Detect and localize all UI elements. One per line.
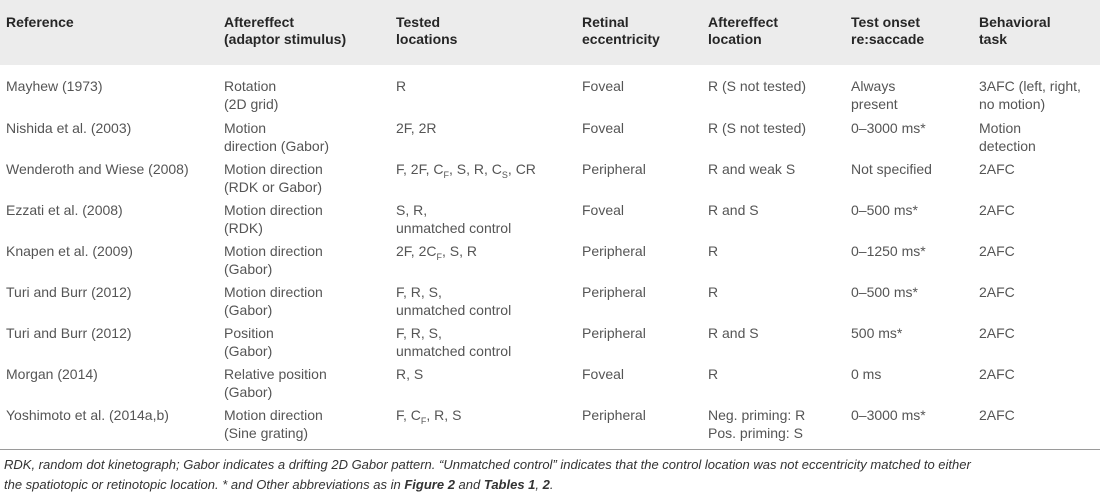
cell-line: unmatched control: [396, 220, 512, 236]
tables-link[interactable]: Tables 1: [483, 477, 536, 492]
footnote-end: .: [549, 477, 554, 492]
column-header-line: Reference: [6, 14, 74, 30]
cell-onset: [845, 65, 973, 117]
cell-line: R (S not tested): [708, 120, 807, 136]
column-header-line: task: [979, 31, 1008, 47]
cell-line: present: [851, 96, 898, 112]
cell-eccentricity: [576, 65, 702, 117]
cell-line: Motion direction: [224, 284, 323, 300]
cell-tested: [390, 404, 576, 449]
cell-aftereffect: [218, 322, 390, 363]
cell-task: [973, 158, 1100, 199]
table-row: [0, 117, 1100, 158]
cell-aftereffect: [218, 65, 390, 117]
cell-line: 0–3000 ms*: [851, 120, 926, 136]
column-header-line: Aftereffect: [708, 14, 779, 30]
column-header: [702, 0, 845, 65]
cell-eccentricity: [576, 158, 702, 199]
cell-location: [702, 404, 845, 449]
column-header-line: re:saccade: [851, 31, 925, 47]
cell-onset: [845, 158, 973, 199]
footnote-line-1: RDK, random dot kinetograph; Gabor indicates a drifting 2D Gabor pattern. “Unmatched control” indicates that the control location was not eccentricity matched to either: [4, 457, 971, 472]
cell-line: (Gabor): [224, 384, 273, 400]
column-header: [973, 0, 1100, 65]
cell-onset: [845, 240, 973, 281]
column-header-line: Aftereffect: [224, 14, 295, 30]
cell-line: Foveal: [582, 78, 625, 94]
cell-line: F, 2F, $C_F$, S, R, $C_S$, CR: [396, 161, 536, 180]
cell-line: Foveal: [582, 120, 625, 136]
cell-line: S, R,: [396, 202, 428, 218]
column-header-line: Test onset: [851, 14, 920, 30]
cell-line: Peripheral: [582, 407, 646, 423]
column-header-line: Tested: [396, 14, 441, 30]
table-row: [0, 199, 1100, 240]
cell-line: F, $C_F$, R, S: [396, 407, 462, 426]
cell-line: Nishida et al. (2003): [6, 120, 132, 136]
column-header-line: eccentricity: [582, 31, 660, 47]
column-header-line: Retinal: [582, 14, 629, 30]
cell-line: Wenderoth and Wiese (2008): [6, 161, 189, 177]
table-row: [0, 322, 1100, 363]
column-header: [0, 0, 218, 65]
cell-onset: [845, 199, 973, 240]
cell-line: 2AFC: [979, 202, 1015, 218]
cell-line: R: [396, 78, 407, 94]
cell-eccentricity: [576, 322, 702, 363]
cell-line: 2AFC: [979, 284, 1015, 300]
cell-line: Mayhew (1973): [6, 78, 103, 94]
cell-line: direction (Gabor): [224, 138, 330, 154]
cell-location: [702, 199, 845, 240]
cell-line: 2AFC: [979, 161, 1015, 177]
footnote-and: and: [454, 477, 484, 492]
cell-line: Motion direction: [224, 407, 323, 423]
cell-line: Position: [224, 325, 274, 341]
cell-line: 0–3000 ms*: [851, 407, 926, 423]
header-row: [0, 0, 1100, 65]
cell-aftereffect: [218, 199, 390, 240]
cell-line: R: [708, 366, 719, 382]
cell-line: Knapen et al. (2009): [6, 243, 133, 259]
cell-location: [702, 322, 845, 363]
column-header: [576, 0, 702, 65]
cell-tested: [390, 65, 576, 117]
cell-task: [973, 117, 1100, 158]
cell-task: [973, 199, 1100, 240]
cell-onset: [845, 404, 973, 449]
cell-reference: [0, 240, 218, 281]
cell-line: 0 ms: [851, 366, 882, 382]
cell-line: Turi and Burr (2012): [6, 284, 132, 300]
column-header: [218, 0, 390, 65]
cell-line: (Gabor): [224, 343, 273, 359]
cell-aftereffect: [218, 281, 390, 322]
cell-eccentricity: [576, 240, 702, 281]
cell-line: Peripheral: [582, 325, 646, 341]
table-row: [0, 281, 1100, 322]
cell-line: Rotation: [224, 78, 277, 94]
cell-eccentricity: [576, 404, 702, 449]
cell-task: [973, 322, 1100, 363]
cell-aftereffect: [218, 240, 390, 281]
cell-line: 500 ms*: [851, 325, 903, 341]
cell-task: [973, 65, 1100, 117]
cell-onset: [845, 281, 973, 322]
table-body: [0, 65, 1100, 449]
cell-line: Foveal: [582, 202, 625, 218]
cell-line: (Sine grating): [224, 425, 309, 441]
cell-reference: [0, 322, 218, 363]
cell-line: Peripheral: [582, 243, 646, 259]
cell-line: R: [708, 243, 719, 259]
cell-line: Pos. priming: S: [708, 425, 803, 441]
column-header-line: locations: [396, 31, 458, 47]
table-footnote: [4, 455, 1094, 495]
cell-line: no motion): [979, 96, 1046, 112]
cell-line: 2F, 2R: [396, 120, 437, 136]
cell-line: Motion direction: [224, 243, 323, 259]
column-header: [845, 0, 973, 65]
column-header-line: (adaptor stimulus): [224, 31, 347, 47]
cell-tested: [390, 322, 576, 363]
cell-line: 0–500 ms*: [851, 202, 918, 218]
cell-line: Turi and Burr (2012): [6, 325, 132, 341]
cell-tested: [390, 117, 576, 158]
cell-reference: [0, 199, 218, 240]
cell-line: R, S: [396, 366, 424, 382]
cell-line: Peripheral: [582, 284, 646, 300]
cell-tested: [390, 281, 576, 322]
cell-reference: [0, 158, 218, 199]
cell-line: R and S: [708, 325, 759, 341]
cell-onset: [845, 363, 973, 404]
cell-reference: [0, 117, 218, 158]
cell-line: R (S not tested): [708, 78, 807, 94]
cell-line: Ezzati et al. (2008): [6, 202, 123, 218]
cell-reference: [0, 363, 218, 404]
cell-onset: [845, 322, 973, 363]
cell-line: 2AFC: [979, 407, 1015, 423]
cell-location: [702, 240, 845, 281]
cell-eccentricity: [576, 199, 702, 240]
cell-reference: [0, 404, 218, 449]
cell-aftereffect: [218, 117, 390, 158]
cell-line: F, R, S,: [396, 325, 442, 341]
cell-line: 0–500 ms*: [851, 284, 918, 300]
tables-link-2[interactable]: 2: [542, 477, 550, 492]
cell-line: 2F, $2C_F$, S, R: [396, 243, 477, 262]
cell-location: [702, 281, 845, 322]
cell-onset: [845, 117, 973, 158]
footnote-text: the spatiotopic or retinotopic location. * and Other abbreviations as in: [4, 477, 405, 492]
table-row: [0, 240, 1100, 281]
cell-task: [973, 240, 1100, 281]
column-header: [390, 0, 576, 65]
table-header: [0, 0, 1100, 65]
cell-aftereffect: [218, 158, 390, 199]
cell-line: detection: [979, 138, 1036, 154]
cell-aftereffect: [218, 363, 390, 404]
cell-line: unmatched control: [396, 302, 512, 318]
cell-line: Motion direction: [224, 161, 323, 177]
cell-line: R: [708, 284, 719, 300]
cell-line: unmatched control: [396, 343, 512, 359]
cell-line: Not specified: [851, 161, 932, 177]
figure-link[interactable]: Figure 2: [404, 477, 455, 492]
cell-line: R and weak S: [708, 161, 796, 177]
footnote-comma: ,: [535, 477, 543, 492]
cell-line: 2AFC: [979, 243, 1015, 259]
cell-aftereffect: [218, 404, 390, 449]
column-header-line: location: [708, 31, 762, 47]
cell-task: [973, 281, 1100, 322]
table-row: [0, 65, 1100, 117]
cell-reference: [0, 281, 218, 322]
cell-line: Motion: [224, 120, 267, 136]
cell-line: Foveal: [582, 366, 625, 382]
cell-line: (RDK or Gabor): [224, 179, 323, 195]
table-row: [0, 158, 1100, 199]
column-header-line: Behavioral: [979, 14, 1051, 30]
cell-line: (2D grid): [224, 96, 279, 112]
cell-location: [702, 117, 845, 158]
cell-line: F, R, S,: [396, 284, 442, 300]
cell-line: Yoshimoto et al. (2014a,b): [6, 407, 169, 423]
cell-line: 0–1250 ms*: [851, 243, 926, 259]
cell-line: Always: [851, 78, 896, 94]
cell-tested: [390, 363, 576, 404]
cell-eccentricity: [576, 117, 702, 158]
cell-tested: [390, 199, 576, 240]
cell-line: 2AFC: [979, 366, 1015, 382]
cell-location: [702, 65, 845, 117]
footnote-line-2: [4, 475, 1094, 495]
cell-line: R and S: [708, 202, 759, 218]
cell-line: Morgan (2014): [6, 366, 98, 382]
cell-line: Relative position: [224, 366, 327, 382]
cell-location: [702, 158, 845, 199]
cell-tested: [390, 158, 576, 199]
cell-reference: [0, 65, 218, 117]
cell-line: 2AFC: [979, 325, 1015, 341]
cell-line: (Gabor): [224, 261, 273, 277]
cell-line: Motion direction: [224, 202, 323, 218]
table-row: [0, 404, 1100, 449]
cell-task: [973, 363, 1100, 404]
cell-tested: [390, 240, 576, 281]
cell-line: Motion: [979, 120, 1022, 136]
cell-line: Peripheral: [582, 161, 646, 177]
cell-location: [702, 363, 845, 404]
cell-line: (RDK): [224, 220, 263, 236]
cell-line: (Gabor): [224, 302, 273, 318]
cell-eccentricity: [576, 363, 702, 404]
cell-task: [973, 404, 1100, 449]
cell-line: 3AFC (left, right,: [979, 78, 1081, 94]
cell-eccentricity: [576, 281, 702, 322]
table-row: [0, 363, 1100, 404]
cell-line: Neg. priming: R: [708, 407, 806, 423]
